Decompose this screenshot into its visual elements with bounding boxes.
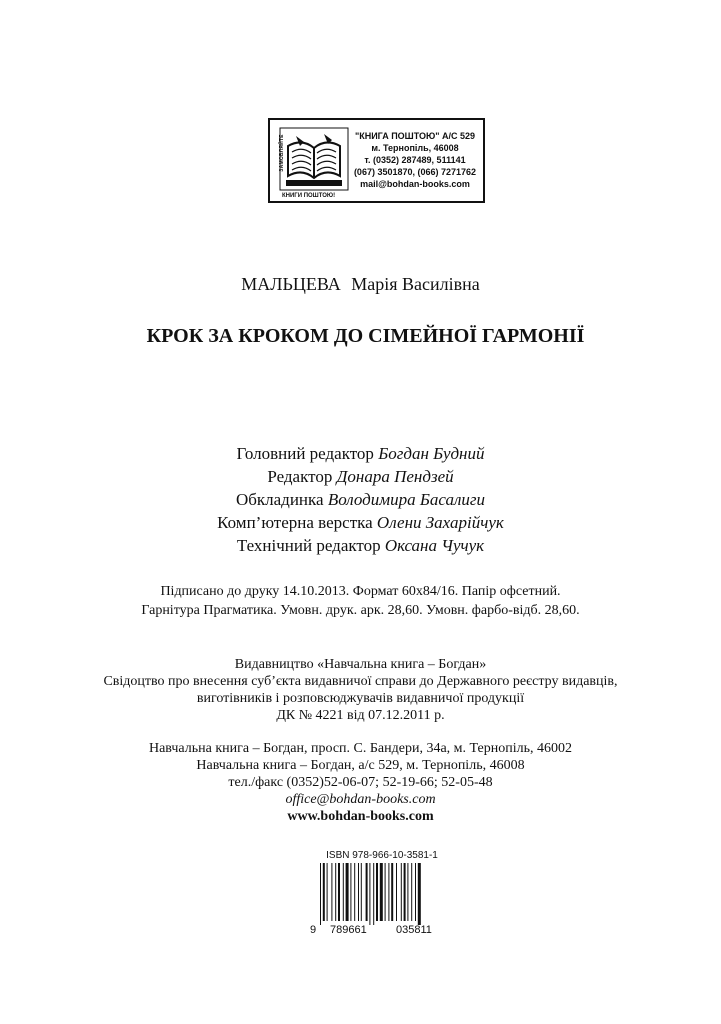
stamp-line: т. (0352) 287489, 511141 xyxy=(364,155,466,165)
publisher-info xyxy=(0,656,721,724)
barcode-bar xyxy=(376,863,378,921)
publisher-line: виготівників і розповсюджувачів видавничої продукції xyxy=(196,691,525,706)
address-line: Навчальна книга – Богдан, а/с 529, м. Тернопіль, 46008 xyxy=(196,758,525,773)
address-line: Навчальна книга – Богдан, просп. С. Бандери, 34а, м. Тернопіль, 46002 xyxy=(148,741,573,756)
editor-line xyxy=(0,534,721,557)
open-book-icon xyxy=(274,126,350,200)
isbn-label: ISBN 978-966-10-3581-1 xyxy=(326,850,438,861)
book-title: КРОК ЗА КРОКОМ ДО СІМЕЙНОЇ ГАРМОНІЇ xyxy=(146,325,585,347)
isbn-digit-first: 9 xyxy=(310,924,317,936)
editor-line xyxy=(0,488,721,511)
barcode-bar xyxy=(415,863,416,921)
editor-role: Технічний редактор xyxy=(236,536,381,555)
publisher-line: Свідоцтво про внесення суб’єкта видавничої справи до Державного реєстру видавців, xyxy=(103,674,618,689)
barcode-bar xyxy=(358,863,359,921)
editor-person: Донара Пендзей xyxy=(336,467,454,486)
stamp-line: "КНИГА ПОШТОЮ" А/С 529 xyxy=(354,131,476,141)
print-line: Гарнітура Прагматика. Умовн. друк. арк. 28,60. Умовн. фарбо-відб. 28,60. xyxy=(141,603,580,618)
isbn-barcode-block xyxy=(312,850,452,940)
editor-person: Володимира Басалиги xyxy=(327,490,486,509)
website-line: www.bohdan-books.com xyxy=(287,809,434,824)
barcode-bar xyxy=(404,863,406,921)
email-line: office@bohdan-books.com xyxy=(285,792,436,807)
editor-role: Обкладинка xyxy=(235,490,324,509)
barcode-bar xyxy=(338,863,340,921)
barcode-bar xyxy=(327,863,328,921)
barcode-bar xyxy=(343,863,344,921)
barcode-bar xyxy=(373,863,374,925)
barcode-icon xyxy=(312,863,452,925)
barcode-bar xyxy=(366,863,368,921)
barcode-bar xyxy=(411,863,412,921)
barcode-bar xyxy=(391,863,393,921)
editor-role: Редактор xyxy=(267,467,333,486)
editor-role: Головний редактор xyxy=(236,444,374,463)
barcode-bar xyxy=(401,863,402,921)
barcode-bar xyxy=(323,863,325,921)
editor-role: Комп’ютерна верстка xyxy=(217,513,373,532)
barcode-bar xyxy=(380,863,383,921)
barcode-bar xyxy=(418,863,421,925)
publisher-line: ДК № 4221 від 07.12.2011 р. xyxy=(276,708,445,723)
phone-line: тел./факс (0352)52-06-07; 52-19-66; 52-05-48 xyxy=(228,775,493,790)
publisher-stamp xyxy=(268,118,485,203)
barcode-bar xyxy=(354,863,355,921)
isbn-digits-right: 035811 xyxy=(396,924,432,936)
stamp-line: (067) 3501870, (066) 7271762 xyxy=(353,167,477,177)
stamp-line: mail@bohdan-books.com xyxy=(360,179,470,189)
barcode-bar xyxy=(361,863,362,921)
author-surname: МАЛЬЦЕВА xyxy=(241,274,341,294)
editors-list xyxy=(0,442,721,557)
stamp-bottom-label: КНИГИ ПОШТОЮ! xyxy=(282,193,336,199)
editor-person: Олени Захарійчук xyxy=(376,513,504,532)
barcode-bar xyxy=(388,863,389,921)
barcode-bar xyxy=(407,863,408,921)
barcode-bar xyxy=(331,863,332,921)
barcode-bar xyxy=(396,863,397,921)
stamp-line: м. Тернопіль, 46008 xyxy=(371,143,459,153)
barcode-bar xyxy=(346,863,349,921)
isbn-digits-left: 789661 xyxy=(330,924,367,936)
editor-person: Оксана Чучук xyxy=(384,536,485,555)
barcode-bar xyxy=(350,863,351,921)
barcode-bar xyxy=(335,863,336,921)
print-info xyxy=(0,582,721,620)
editor-person: Богдан Будний xyxy=(378,444,485,463)
barcode-bar xyxy=(385,863,386,921)
contacts-block xyxy=(0,740,721,825)
print-line: Підписано до друку 14.10.2013. Формат 60х84/16. Папір офсетний. xyxy=(160,584,561,599)
barcode-bar xyxy=(320,863,321,925)
editor-line xyxy=(0,465,721,488)
editor-line xyxy=(0,511,721,534)
author-given-names: Марія Василівна xyxy=(351,274,480,294)
publisher-line: Видавництво «Навчальна книга – Богдан» xyxy=(234,657,487,672)
barcode-bar xyxy=(369,863,370,925)
author-name xyxy=(0,274,721,295)
stamp-info xyxy=(344,130,486,190)
editor-line xyxy=(0,442,721,465)
stamp-vertical-label: ЗАМОВЛЯЙТЕ xyxy=(279,134,285,172)
